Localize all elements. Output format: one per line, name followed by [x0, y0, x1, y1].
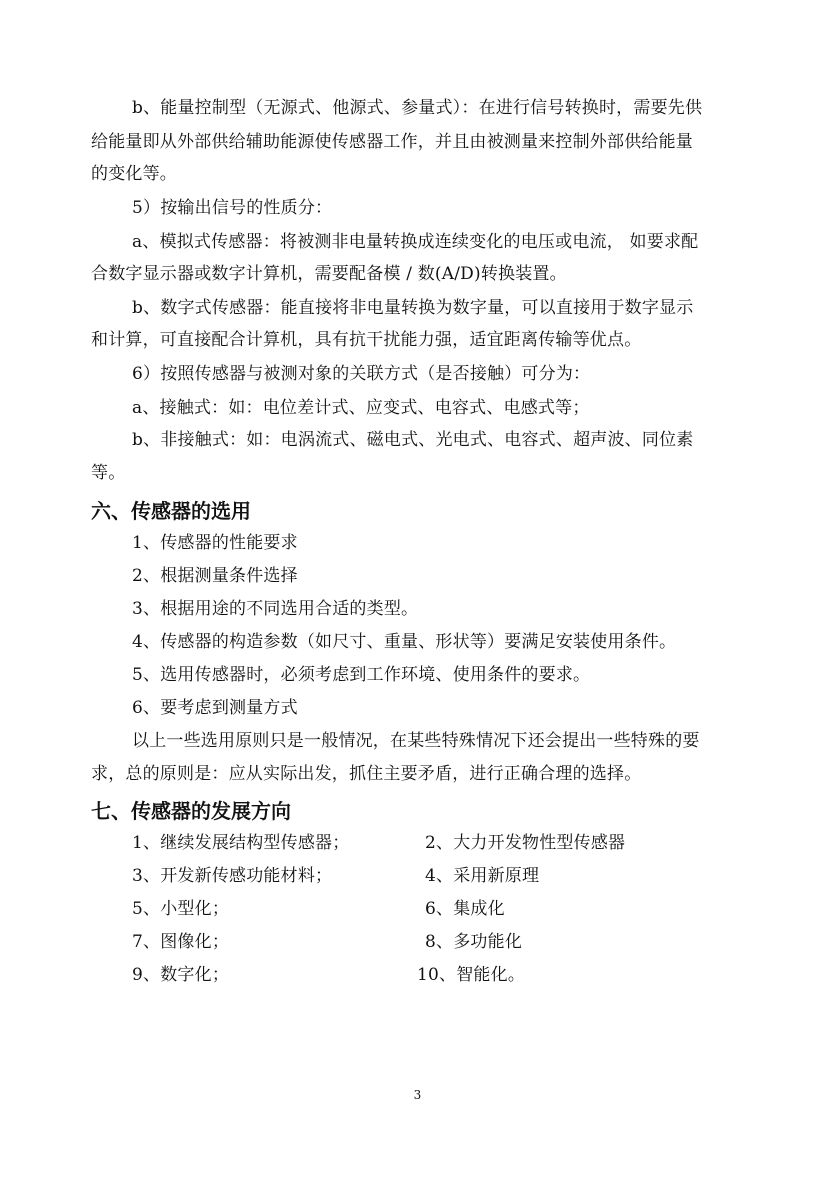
direction-item-left: 9、数字化；: [132, 965, 230, 985]
direction-item-right: 8、多功能化: [425, 932, 523, 952]
direction-item-left: 7、图像化；: [132, 932, 230, 952]
list-item: 2、根据测量条件选择: [132, 566, 298, 586]
direction-item-left: 3、开发新传感功能材料；: [132, 866, 333, 886]
paragraph-line: b、非接触式：如：电涡流式、磁电式、光电式、电容式、超声波、同位素: [132, 430, 694, 450]
direction-item-right: 6、集成化: [425, 899, 505, 919]
page-number: 3: [413, 1088, 422, 1102]
list-item: 6、要考虑到测量方式: [132, 698, 298, 718]
paragraph-line: a、接触式：如：电位差计式、应变式、电容式、电感式等；: [132, 398, 590, 418]
list-item: 1、传感器的性能要求: [132, 533, 298, 553]
direction-item-left: 1、继续发展结构型传感器；: [132, 833, 350, 853]
paragraph-line: 给能量即从外部供给辅助能源使传感器工作，并且由被测量来控制外部供给能量: [91, 132, 693, 152]
direction-item-right: 4、采用新原理: [425, 866, 540, 886]
list-item: 5、选用传感器时，必须考虑到工作环境、使用条件的要求。: [132, 665, 591, 685]
direction-item-left: 5、小型化；: [132, 899, 230, 919]
paragraph-line: b、能量控制型（无源式、他源式、参量式）：在进行信号转换时，需要先供: [132, 98, 703, 118]
direction-item-right: 10、智能化。: [417, 965, 526, 985]
section-heading-selection: 六、传感器的选用: [91, 499, 251, 523]
direction-item-right: 2、大力开发物性型传感器: [425, 833, 626, 853]
paragraph-line: a、模拟式传感器：将被测非电量转换成连续变化的电压或电流， 如要求配: [132, 232, 699, 252]
paragraph-line: 等。: [91, 463, 126, 483]
paragraph-line: 合数字显示器或数字计算机，需要配备模 / 数(A/D)转换装置。: [91, 264, 567, 284]
summary-line: 以上一些选用原则只是一般情况，在某些特殊情况下还会提出一些特殊的要: [132, 731, 700, 751]
paragraph-line: 5）按输出信号的性质分：: [132, 198, 333, 218]
list-item: 4、传感器的构造参数（如尺寸、重量、形状等）要满足安装使用条件。: [132, 632, 677, 652]
section-heading-development: 七、传感器的发展方向: [91, 799, 291, 823]
summary-line: 求，总的原则是：应从实际出发，抓住主要矛盾，进行正确合理的选择。: [91, 764, 642, 784]
paragraph-line: b、数字式传感器：能直接将非电量转换为数字量，可以直接用于数字显示: [132, 298, 694, 318]
paragraph-line: 和计算，可直接配合计算机，具有抗干扰能力强，适宜距离传输等优点。: [91, 330, 642, 350]
paragraph-line: 6）按照传感器与被测对象的关联方式（是否接触）可分为：: [132, 364, 591, 384]
paragraph-line: 的变化等。: [91, 164, 177, 184]
list-item: 3、根据用途的不同选用合适的类型。: [132, 599, 419, 619]
